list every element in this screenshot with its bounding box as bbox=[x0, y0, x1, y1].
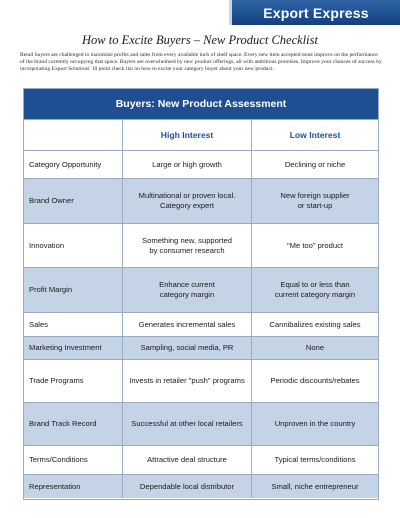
row-label: Terms/Conditions bbox=[24, 446, 123, 474]
high-interest-cell: Invests in retailer "push" programs bbox=[123, 360, 252, 402]
high-interest-cell: Enhance current category margin bbox=[123, 268, 252, 312]
table-row bbox=[24, 178, 378, 223]
row-label: Representation bbox=[24, 475, 123, 498]
low-interest-cell: Unproven in the country bbox=[274, 419, 356, 428]
low-interest-cell: Equal to or less than current category margin bbox=[274, 280, 356, 299]
low-interest-cell: "Me too" product bbox=[286, 240, 344, 250]
high-interest-cell: Attractive deal structure bbox=[123, 446, 252, 474]
column-header-high-interest: High Interest bbox=[123, 120, 252, 150]
low-interest-cell: Small, niche entrepreneur bbox=[271, 481, 359, 491]
row-label: Trade Programs bbox=[24, 360, 123, 402]
assessment-table bbox=[23, 88, 379, 500]
table-heading-text: Buyers: New Product Assessment bbox=[115, 98, 287, 110]
high-interest-cell: Dependable local distributor bbox=[123, 475, 252, 498]
low-interest-cell: Declining or niche bbox=[284, 159, 346, 169]
column-header-criteria bbox=[24, 120, 123, 150]
row-label: Marketing Investment bbox=[24, 337, 123, 359]
table-row bbox=[24, 336, 378, 359]
table-row bbox=[24, 150, 378, 178]
table-row bbox=[24, 402, 378, 445]
table-row bbox=[24, 223, 378, 267]
row-label: Brand Owner bbox=[24, 179, 123, 223]
high-interest-cell: Multinational or proven local. Category expert bbox=[123, 179, 252, 223]
intro-paragraph: Retail buyers are challenged to maximize profits and sales from every available inch of shelf space. Every new item accepted must improve on the performance of the brand currently occupying that space. Buyers are overwhelmed by new product offerings, all with ambitious promises. Improve your chances of success by incorporating Export Solutions' 10 point check list on how to excite your category buyer about your new product. bbox=[20, 52, 382, 73]
row-label: Profit Margin bbox=[24, 268, 123, 312]
brand-title: Export Express bbox=[263, 4, 369, 21]
table-row bbox=[24, 312, 378, 336]
low-interest-cell: New foreign supplier or start-up bbox=[280, 191, 350, 210]
high-interest-cell: Successful at other local retailers bbox=[123, 403, 252, 445]
low-interest-cell: Typical terms/conditions bbox=[274, 455, 356, 464]
row-label: Category Opportunity bbox=[24, 151, 123, 178]
low-interest-cell: Cannibalizes existing sales bbox=[269, 319, 361, 329]
table-row bbox=[24, 474, 378, 498]
page-title: How to Excite Buyers – New Product Checklist bbox=[82, 33, 318, 47]
low-interest-cell: Periodic discounts/rebates bbox=[270, 376, 360, 385]
column-header-low-interest: Low Interest bbox=[289, 130, 341, 140]
column-header-row bbox=[24, 119, 378, 150]
high-interest-cell: Large or high growth bbox=[123, 151, 252, 178]
row-label: Innovation bbox=[24, 224, 123, 267]
table-heading bbox=[24, 89, 378, 119]
low-interest-cell: None bbox=[305, 343, 325, 352]
header-banner bbox=[229, 0, 400, 25]
table-row bbox=[24, 359, 378, 402]
high-interest-cell: Sampling, social media, PR bbox=[123, 337, 252, 359]
row-label: Sales bbox=[24, 313, 123, 336]
table-row bbox=[24, 267, 378, 312]
high-interest-cell: Generates incremental sales bbox=[123, 313, 252, 336]
table-row bbox=[24, 445, 378, 474]
row-label: Brand Track Record bbox=[24, 403, 123, 445]
high-interest-cell: Something new, supported by consumer research bbox=[123, 224, 252, 267]
